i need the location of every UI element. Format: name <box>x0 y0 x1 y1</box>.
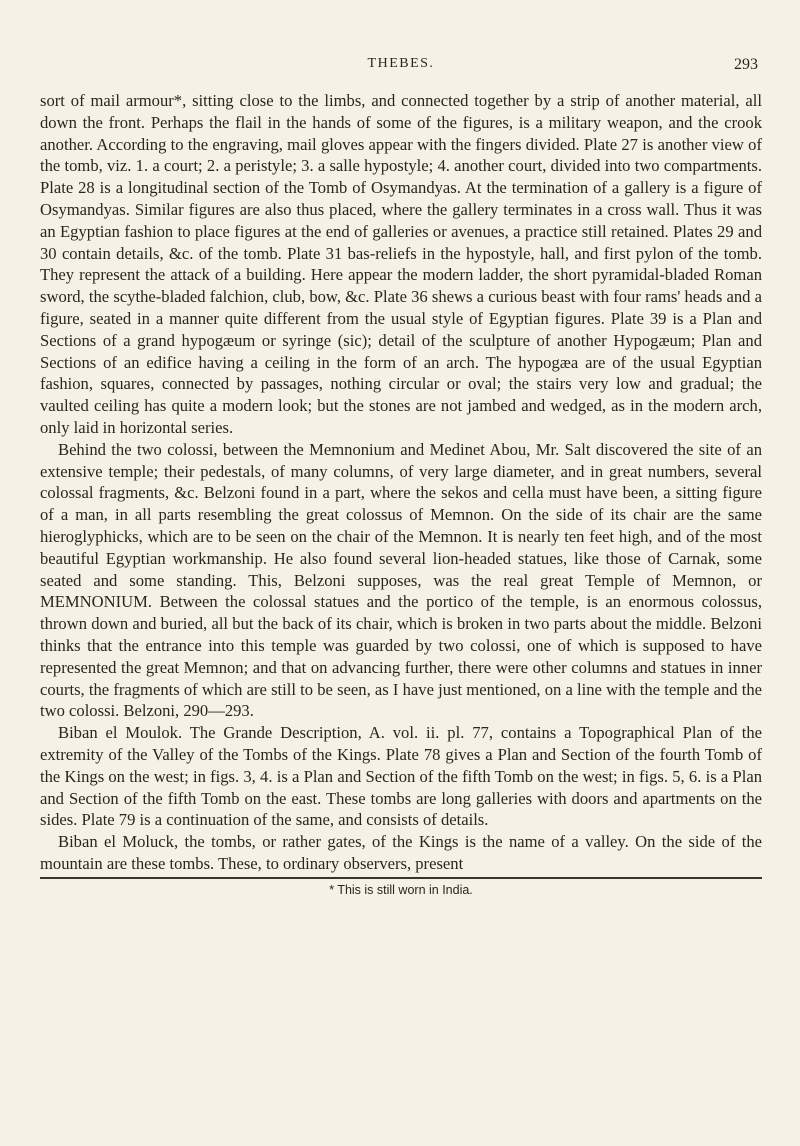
paragraph-2: Behind the two colossi, between the Memnonium and Medinet Abou, Mr. Salt discovered the site of an extensive temple; their pedestals, of many columns, of very large diameter, and in great numbers, several colossal fragments, &c. Belzoni found in a part, where the sekos and cella must have been, a sitting figure of a man, in all parts resembling the great colossus of Memnon. On the side of its chair are the same hieroglyphicks, which are to be seen on the chair of the Memnon. It is nearly ten feet high, and of the most beautiful Egyptian workmanship. He also found several lion-headed statues, like those of Carnak, some seated and some standing. This, Belzoni supposes, was the real great Temple of Memnon, or MEMNONIUM. Between the colossal statues and the portico of the temple, is an enormous colossus, thrown down and buried, all but the back of its chair, which is broken in two parts about the middle. Belzoni thinks that the entrance into this temple was guarded by two colossi, one of which is supposed to have represented the great Memnon; and that on advancing further, there were other columns and statues in inner courts, the fragments of which are still to be seen, as I have just mentioned, on a line with the temple and the two colossi. Belzoni, 290—293. <box>40 439 762 721</box>
body-text <box>40 90 762 875</box>
page <box>40 56 762 897</box>
paragraph-1: sort of mail armour*, sitting close to the limbs, and connected together by a strip of another material, all down the front. Perhaps the flail in the hands of some of the figures, is a military weapon, and the crook another. According to the engraving, mail gloves appear with the fingers divided. Plate 27 is another view of the tomb, viz. 1. a court; 2. a peristyle; 3. a salle hypostyle; 4. another court, divided into two compartments. Plate 28 is a longitudinal section of the Tomb of Osymandyas. At the termination of a gallery is a figure of Osymandyas. Similar figures are also thus placed, where the gallery terminates in a cross wall. Thus it was an Egyptian fashion to place figures at the end of galleries or avenues, a practice still retained. Plates 29 and 30 contain details, &c. of the tomb. Plate 31 bas-reliefs in the hypostyle, hall, and first pylon of the tomb. They represent the attack of a building. Here appear the modern ladder, the short pyramidal-bladed Roman sword, the scythe-bladed falchion, club, bow, &c. Plate 36 shews a curious beast with four rams' heads and a figure, seated in a manner quite different from the usual style of Egyptian figures. Plate 39 is a Plan and Sections of a grand hypogæum or syringe (sic); detail of the sculpture of another Hypogæum; Plan and Sections of an edifice having a ceiling in the form of an arch. The hypogæa are of the usual Egyptian fashion, squares, connected by passages, nothing circular or oval; the stairs very low and gradual; the vaulted ceiling has quite a modern look; but the stones are not jambed and wedged, as in the modern arch, only laid in horizontal series. <box>40 91 762 437</box>
running-title: THEBES. <box>367 56 435 71</box>
footnote: * This is still worn in India. <box>329 882 473 897</box>
running-head <box>40 56 762 82</box>
page-number: 293 <box>734 56 758 73</box>
footnote-rule <box>40 877 762 879</box>
paragraph-3: Biban el Moulok. The Grande Description, A. vol. ii. pl. 77, contains a Topographical Plan of the extremity of the Valley of the Tombs of the Kings. Plate 78 gives a Plan and Section of the fourth Tomb of the Kings on the west; in figs. 3, 4. is a Plan and Section of the fifth Tomb on the west; in figs. 5, 6. is a Plan and Section of the fifth Tomb on the east. These tombs are long galleries with doors and apartments on the sides. Plate 79 is a continuation of the same, and consists of details. <box>40 723 762 830</box>
paragraph-4: Biban el Moluck, the tombs, or rather gates, of the Kings is the name of a valley. On the side of the mountain are these tombs. These, to ordinary observers, present <box>40 832 762 873</box>
